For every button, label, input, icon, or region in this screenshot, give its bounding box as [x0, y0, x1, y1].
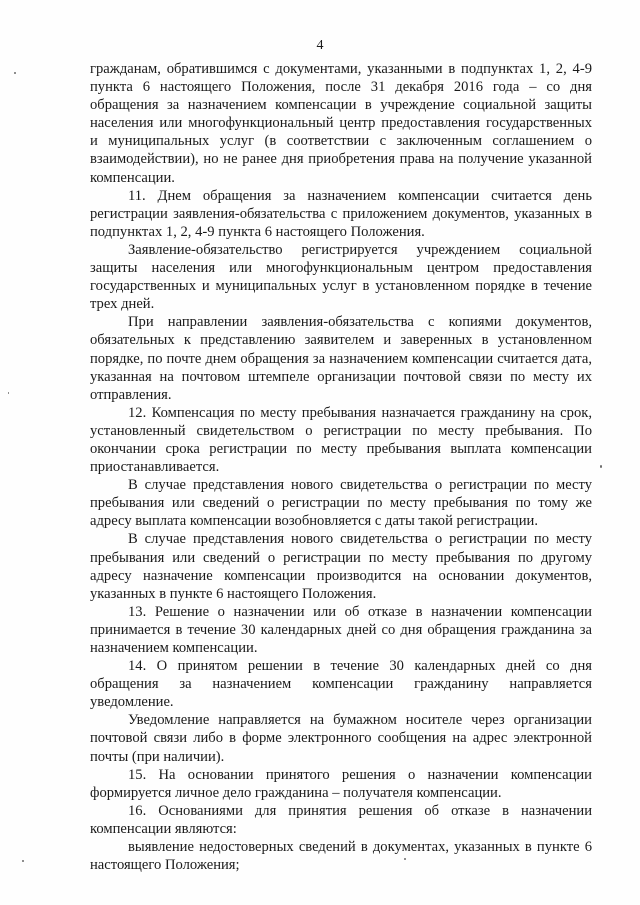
scan-speck — [404, 858, 406, 860]
paragraph: 14. О принятом решении в течение 30 календарных дней со дня обращения за назначением компенсации гражданину направляется уведомление. — [90, 658, 592, 711]
paragraph: гражданам, обратившимся с документами, указанными в подпунктах 1, 2, 4-9 пункта 6 настоящего Положения, после 31 декабря 2016 года – со дня обращения за назначением компенсации в учреждение социальной защиты населения или многофункциональный центр предоставления государственных и муниципальных услуг (в соответствии с заключенным соглашением о взаимодействии), но не ранее дня приобретения права на получение указанной компенсации. — [90, 61, 592, 186]
scan-speck — [8, 392, 9, 394]
paragraph: В случае представления нового свидетельства о регистрации по месту пребывания или сведений о регистрации по месту пребывания по тому же адресу выплата компенсации возобновляется с даты такой регистрации. — [90, 477, 592, 530]
paragraph: 11. Днем обращения за назначением компенсации считается день регистрации заявления-обязательства с приложением документов, указанных в подпунктах 1, 2, 4-9 пункта 6 настоящего Положения. — [90, 187, 592, 240]
document-body — [90, 60, 592, 874]
scan-speck — [22, 860, 24, 862]
paragraph: Уведомление направляется на бумажном носителе через организации почтовой связи либо в форме электронного сообщения на адрес электронной почты (при наличии). — [90, 712, 592, 765]
paragraph: Заявление-обязательство регистрируется учреждением социальной защиты населения или многофункциональным центром предоставления государственных и муниципальных услуг в установленном порядке в течение трех дней. — [90, 241, 592, 313]
paragraph: 13. Решение о назначении или об отказе в назначении компенсации принимается в течение 30 календарных дней со дня обращения гражданина за назначением компенсации. — [90, 603, 592, 656]
scan-speck — [14, 72, 16, 74]
page-number: 4 — [316, 38, 324, 53]
paragraph: выявление недостоверных сведений в документах, указанных в пункте 6 настоящего Положения; — [90, 839, 592, 874]
paragraph: 12. Компенсация по месту пребывания назначается гражданину на срок, установленный свидетельством о регистрации по месту пребывания. По окончании срока регистрации по месту пребывания выплата компенсации приостанавливается. — [90, 404, 592, 476]
paragraph: При направлении заявления-обязательства с копиями документов, обязательных к представлению заявителем и заверенных в установленном порядке, по почте днем обращения за назначением компенсации считается дата, указанная на почтовом штемпеле организации почтовой связи по месту их отправления. — [90, 314, 592, 403]
paragraph: 15. На основании принятого решения о назначении компенсации формируется личное дело гражданина – получателя компенсации. — [90, 766, 592, 801]
scan-speck — [600, 465, 602, 468]
paragraph: В случае представления нового свидетельства о регистрации по месту пребывания или сведений о регистрации по месту пребывания по другому адресу назначение компенсации производится на основании документов, указанных в пункте 6 настоящего Положения. — [90, 531, 592, 602]
paragraph: 16. Основаниями для принятия решения об отказе в назначении компенсации являются: — [90, 802, 592, 837]
